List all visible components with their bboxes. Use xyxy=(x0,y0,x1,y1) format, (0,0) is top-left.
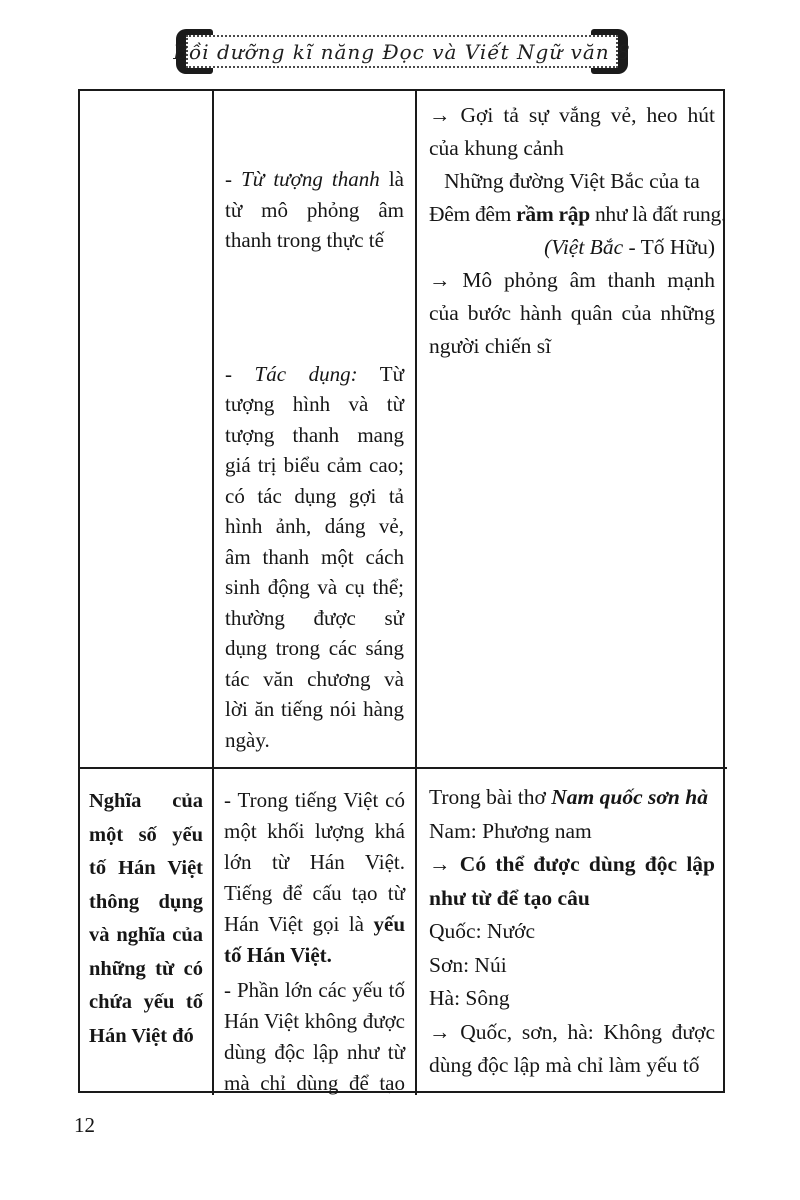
citation-title-italic: (Việt Bắc xyxy=(544,235,624,259)
banner-dotted-frame xyxy=(173,35,631,68)
arrow: → xyxy=(429,852,460,876)
analysis-note-2: → Quốc, sơn, hà: Không được dùng độc lập mà chỉ làm yếu tố xyxy=(429,1019,715,1077)
definition-tu-tuong-thanh xyxy=(225,164,404,256)
poem-line-1: Những đường Việt Bắc của ta xyxy=(444,169,700,193)
gloss-son: Sơn: Núi xyxy=(429,952,507,977)
poem-citation xyxy=(429,231,715,264)
definition-text: - Trong tiếng Việt có một khối lượng khá lớn từ Hán Việt. Tiếng để cấu tạo từ Hán Việt gọi là xyxy=(224,788,405,936)
poem-text: như là đất rung. xyxy=(589,202,727,226)
intro-text: Trong bài thơ xyxy=(429,785,552,809)
table-cell-r2c2-explanation xyxy=(214,769,417,1095)
definition-text: là từ mô phỏng âm thanh trong thực tế xyxy=(225,167,404,252)
poem-title-bold-italic: Nam quốc sơn hà xyxy=(551,785,708,809)
example-note-1: → Gợi tả sự vắng vẻ, heo hút của khung cảnh xyxy=(429,103,715,160)
header-banner xyxy=(173,29,631,74)
dash: - xyxy=(225,361,255,386)
topic-heading: Nghĩa của một số yếu tố Hán Việt thông dụng và nghĩa của những từ có chứa yếu tố Hán Việt đó xyxy=(89,790,203,1047)
gloss-nam: Nam: Phương nam xyxy=(429,818,592,843)
note-bold-text: Có thể được dùng độc lập như từ để tạo câu xyxy=(429,852,716,910)
han-viet-usage: - Phần lớn các yếu tố Hán Việt không được dùng độc lập như từ mà chỉ dùng để tạo xyxy=(224,978,405,1095)
gloss-ha: Hà: Sông xyxy=(429,986,510,1010)
citation-author: - Tố Hữu) xyxy=(623,235,715,259)
poem-line-2 xyxy=(429,198,727,231)
content-table xyxy=(78,89,725,1093)
poem-text: Đêm đêm xyxy=(429,202,517,226)
table-cell-r1c1-empty xyxy=(80,91,214,769)
gloss-quoc: Quốc: Nước xyxy=(429,919,536,943)
table-cell-r1c2-definitions xyxy=(214,91,417,769)
book-title: Bồi dưỡng kĩ năng Đọc và Viết Ngữ văn 8 xyxy=(173,39,631,64)
table-cell-r2c1-topic xyxy=(80,769,214,1095)
table-cell-r2c3-analysis xyxy=(417,769,727,1095)
term-italic: Tác dụng: xyxy=(254,361,358,386)
definition-tac-dung xyxy=(225,359,404,756)
example-note-2: → Mô phỏng âm thanh mạnh của bước hành quân của những người chiến sĩ xyxy=(429,268,715,358)
page-number: 12 xyxy=(74,1113,95,1137)
term-bold: yếu tố Hán Việt. xyxy=(224,912,405,967)
term-italic: Từ tượng thanh xyxy=(241,167,380,191)
analysis-note-1 xyxy=(429,848,715,915)
analysis-intro xyxy=(429,781,715,815)
dash: - xyxy=(225,167,242,191)
table-cell-r1c3-examples xyxy=(417,91,727,769)
poem-bold-word: rầm rập xyxy=(516,202,590,226)
han-viet-definition xyxy=(224,785,405,971)
definition-text: Từ tượng hình và từ tượng thanh mang giá trị biểu cảm cao; có tác dụng gợi tả hình ảnh, dáng vẻ, âm thanh một cách sinh động và cụ thể; thường được sử dụng trong các sáng tác văn chương và lời ăn tiếng nói hàng ngày. xyxy=(225,361,404,752)
